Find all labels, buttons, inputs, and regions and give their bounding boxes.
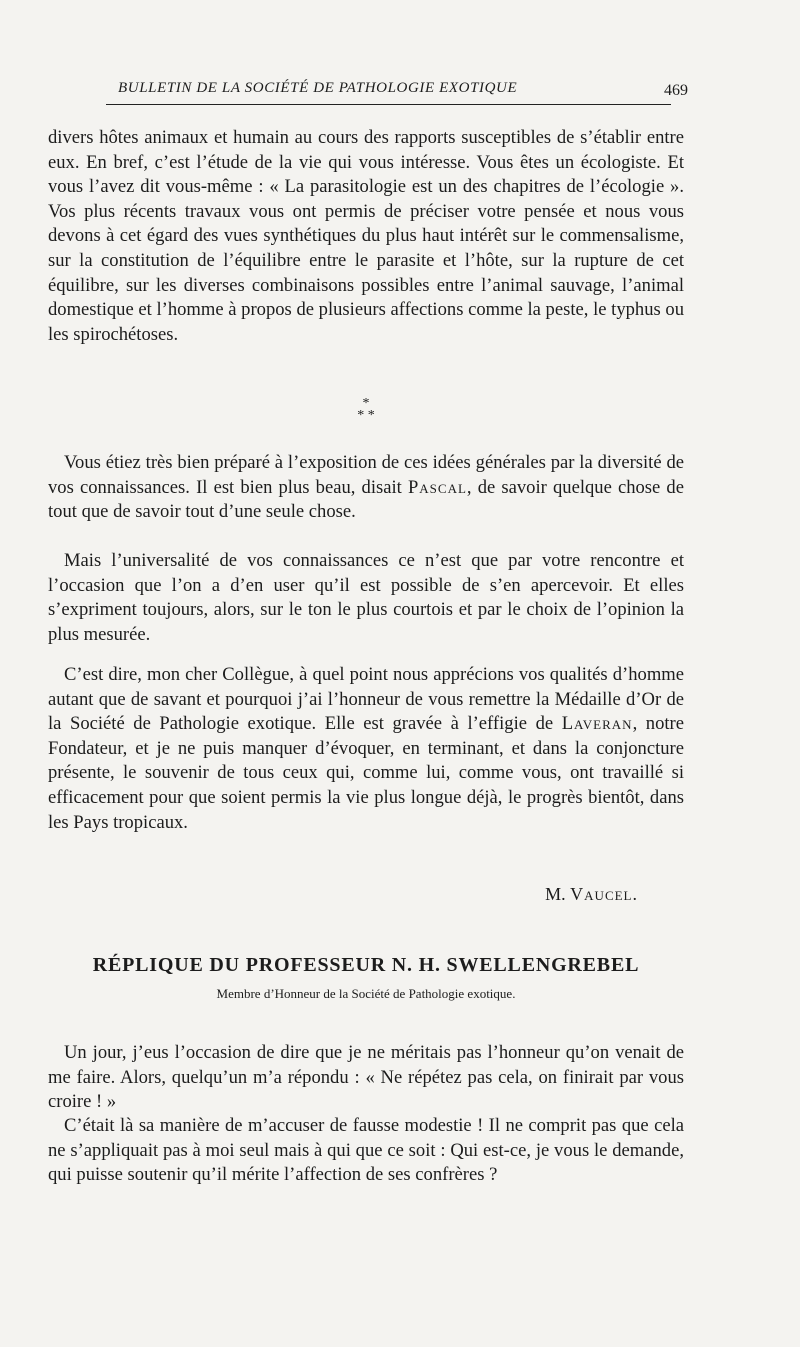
asterism-top: *	[362, 396, 370, 411]
running-header	[118, 80, 698, 108]
paragraph-medal-text-end: , notre Fondateur, et je ne puis manquer d’évoquer, en terminant, et dans la conjoncture présente, le souvenir de tous ceux qui, comme lui, comme vous, ont travaillé si efficacement pour que soient permis la vie plus longue déjà, le progrès bientôt, dans les Pays tropicaux.	[48, 713, 684, 833]
section-subtitle: Membre d’Honneur de la Société de Pathologie exotique.	[216, 986, 516, 1001]
asterism-bottom: * *	[357, 408, 375, 423]
paragraph-universality: Mais l’universalité de vos connaissances ce n’est que par votre rencontre et l’occasion que l’on a d’en user qu’il est possible de s’en apercevoir. Et elles s’expriment toujours, alors, sur le ton le plus courtois et par le choix de l’opinion la plus mesurée.	[48, 550, 684, 645]
name-laveran: Laveran	[561, 713, 633, 735]
paragraph-ecology: divers hôtes animaux et humain au cours des rapports susceptibles de s’établir entre eux. En bref, c’est l’étude de la vie qui vous intéresse. Vous êtes un écologiste. Et vous l’avez dit vous-même : « La parasitologie est un des chapitres de l’écologie ». Vos plus récents travaux vous ont permis de préciser votre pensée et nous vous devons à cet égard des vues synthétiques du plus haut intérêt sur le commensalisme, sur la constitution de l’équilibre entre le parasite et l’hôte, sur la rupture de cet équilibre, sur les diverses combinaisons possibles entre l’animal sauvage, l’animal domestique et l’homme à propos de plusieurs affections comme la peste, le typhus ou les spirochétoses.	[48, 127, 684, 345]
section-title: RÉPLIQUE DU PROFESSEUR N. H. SWELLENGREBEL	[92, 954, 640, 976]
name-pascal: Pascal	[407, 476, 467, 498]
page-number: 469	[664, 82, 688, 99]
signature	[545, 884, 638, 905]
paragraph-pascal	[48, 451, 684, 525]
paragraph-pascal-text-end: , de savoir quelque chose de tout que de savoir tout d’une seule chose.	[48, 476, 684, 523]
header-rule	[106, 104, 671, 105]
paragraph-medal	[48, 663, 684, 835]
paragraph-reply-2: C’était là sa manière de m’accuser de fausse modestie ! Il ne comprit pas que cela ne s’appliquait pas à moi seul mais à qui que ce soit : Qui est-ce, je vous le demande, qui puisse soutenir qu’il mérite l’affection de ses confrères ?	[48, 1115, 684, 1186]
paragraph-medal-text-start: C’est dire, mon cher Collègue, à quel point nous apprécions vos qualités d’homme autant que de savant et pourquoi j’ai l’honneur de vous remettre la Médaille d’Or de la Société de Pathologie exotique. Elle est gravée à l’effigie de	[48, 664, 684, 735]
asterism-divider	[346, 398, 386, 428]
paragraph-reply-1: Un jour, j’eus l’occasion de dire que je ne méritais pas l’honneur qu’on venait de me faire. Alors, quelqu’un m’a répondu : « Ne répétez pas cela, on finirait par vous croire ! »	[48, 1042, 684, 1113]
signature-name: Vaucel.	[570, 884, 638, 904]
paragraph-pascal-text-start: Vous étiez très bien préparé à l’exposition de ces idées générales par la diversité de vos connaissances. Il est bien plus beau, disait	[48, 452, 684, 498]
running-title: BULLETIN DE LA SOCIÉTÉ DE PATHOLOGIE EXOTIQUE	[118, 80, 518, 96]
signature-initial: M.	[545, 884, 566, 904]
